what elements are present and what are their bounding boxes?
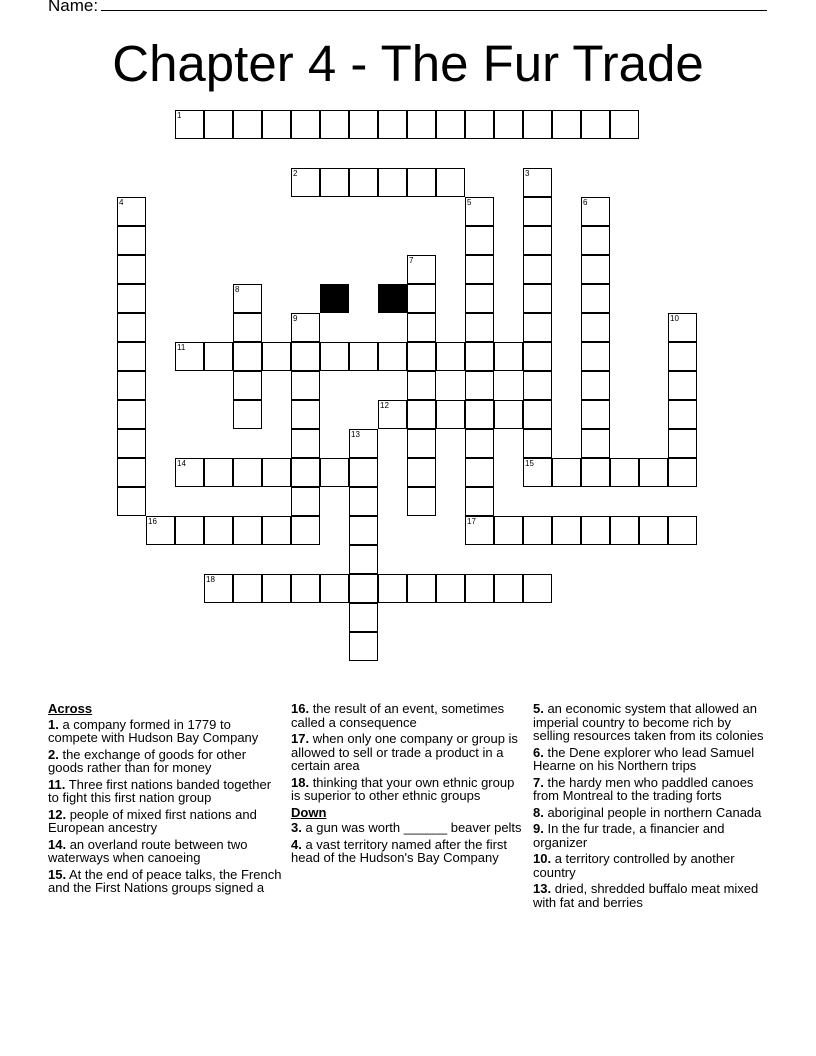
grid-cell[interactable] bbox=[523, 168, 552, 197]
grid-cell[interactable] bbox=[581, 458, 610, 487]
clue-item-number: 9. bbox=[533, 821, 544, 836]
grid-cell[interactable] bbox=[407, 110, 436, 139]
grid-cell[interactable] bbox=[523, 110, 552, 139]
clue-item-number: 2. bbox=[48, 746, 59, 762]
grid-cell[interactable] bbox=[436, 110, 465, 139]
clue-number: 5 bbox=[467, 198, 472, 207]
grid-cell[interactable] bbox=[204, 516, 233, 545]
grid-cell[interactable] bbox=[523, 284, 552, 313]
grid-cell[interactable] bbox=[349, 168, 378, 197]
grid-cell[interactable] bbox=[262, 574, 291, 603]
grid-cell[interactable] bbox=[407, 487, 436, 516]
grid-cell[interactable] bbox=[320, 110, 349, 139]
clue-item-text: a territory controlled by another country bbox=[533, 851, 735, 880]
grid-cell[interactable] bbox=[436, 400, 465, 429]
grid-cell[interactable] bbox=[523, 429, 552, 458]
clue-item-number: 12. bbox=[48, 806, 67, 822]
grid-cell[interactable] bbox=[233, 516, 262, 545]
clue-item-text: a company formed in 1779 to compete with Hudson Bay Company bbox=[48, 716, 259, 745]
clue-item bbox=[533, 776, 769, 803]
grid-cell[interactable] bbox=[407, 458, 436, 487]
clue-item-number: 1. bbox=[48, 716, 59, 732]
grid-cell[interactable] bbox=[320, 168, 349, 197]
clue-column-1 bbox=[48, 702, 284, 898]
clue-item-text: a gun was worth ______ beaver pelts bbox=[301, 820, 522, 835]
grid-cell[interactable] bbox=[146, 516, 175, 545]
clue-item-text: an overland route between two waterways when canoeing bbox=[48, 836, 248, 865]
grid-cell[interactable] bbox=[175, 516, 204, 545]
clue-item-text: dried, shredded buffalo meat mixed with fat and berries bbox=[533, 881, 759, 910]
grid-cell[interactable] bbox=[291, 313, 320, 342]
clue-item-number: 13. bbox=[533, 881, 552, 896]
grid-cell[interactable] bbox=[117, 342, 146, 371]
grid-cell[interactable] bbox=[581, 371, 610, 400]
clue-number: 13 bbox=[351, 430, 360, 439]
grid-cell[interactable] bbox=[349, 574, 378, 603]
grid-cell[interactable] bbox=[465, 313, 494, 342]
grid-cell[interactable] bbox=[523, 255, 552, 284]
clue-item-number: 5. bbox=[533, 701, 544, 716]
clue-item-text: the hardy men who paddled canoes from Montreal to the trading forts bbox=[533, 774, 754, 803]
grid-cell[interactable] bbox=[465, 342, 494, 371]
grid-cell[interactable] bbox=[349, 110, 378, 139]
grid-cell[interactable] bbox=[436, 168, 465, 197]
clue-item bbox=[48, 838, 284, 865]
grid-cell[interactable] bbox=[668, 342, 697, 371]
clue-item bbox=[48, 868, 284, 895]
clue-item bbox=[291, 732, 527, 773]
grid-cell[interactable] bbox=[175, 110, 204, 139]
grid-cell[interactable] bbox=[523, 226, 552, 255]
grid-cell[interactable] bbox=[465, 284, 494, 313]
grid-cell[interactable] bbox=[581, 197, 610, 226]
grid-cell[interactable] bbox=[233, 342, 262, 371]
grid-cell[interactable] bbox=[117, 400, 146, 429]
grid-cell[interactable] bbox=[349, 603, 378, 632]
clue-number: 6 bbox=[583, 198, 588, 207]
grid-cell[interactable] bbox=[378, 400, 407, 429]
grid-cell[interactable] bbox=[494, 400, 523, 429]
grid-cell[interactable] bbox=[552, 458, 581, 487]
grid-cell[interactable] bbox=[233, 371, 262, 400]
clue-item-number: 18. bbox=[291, 774, 310, 790]
grid-cell[interactable] bbox=[233, 458, 262, 487]
clue-item bbox=[533, 806, 769, 820]
grid-cell[interactable] bbox=[494, 342, 523, 371]
clue-item bbox=[48, 748, 284, 775]
clue-item bbox=[291, 702, 527, 729]
clue-item bbox=[533, 882, 769, 909]
grid-cell[interactable] bbox=[465, 458, 494, 487]
grid-cell[interactable] bbox=[668, 371, 697, 400]
clue-number: 2 bbox=[293, 169, 298, 178]
page-title: Chapter 4 - The Fur Trade bbox=[112, 35, 704, 92]
grid-cell[interactable] bbox=[610, 516, 639, 545]
grid-cell[interactable] bbox=[204, 458, 233, 487]
clue-number: 4 bbox=[119, 198, 124, 207]
grid-cell[interactable] bbox=[291, 342, 320, 371]
grid-cell[interactable] bbox=[262, 110, 291, 139]
clue-number: 17 bbox=[467, 517, 476, 526]
grid-cell[interactable] bbox=[320, 574, 349, 603]
blocked-cell bbox=[320, 284, 349, 313]
grid-cell[interactable] bbox=[175, 342, 204, 371]
grid-cell[interactable] bbox=[204, 342, 233, 371]
clue-item-number: 17. bbox=[291, 731, 310, 746]
grid-cell[interactable] bbox=[668, 516, 697, 545]
clue-number: 1 bbox=[177, 111, 182, 120]
clue-item bbox=[48, 718, 284, 745]
clue-number: 8 bbox=[235, 285, 240, 294]
grid-cell[interactable] bbox=[407, 255, 436, 284]
clue-number: 10 bbox=[670, 314, 679, 323]
grid-cell[interactable] bbox=[117, 197, 146, 226]
grid-cell[interactable] bbox=[465, 110, 494, 139]
grid-cell[interactable] bbox=[233, 110, 262, 139]
grid-cell[interactable] bbox=[407, 313, 436, 342]
grid-cell[interactable] bbox=[117, 255, 146, 284]
grid-cell[interactable] bbox=[407, 429, 436, 458]
clue-item bbox=[48, 778, 284, 805]
grid-cell[interactable] bbox=[581, 313, 610, 342]
clue-number: 15 bbox=[525, 459, 534, 468]
grid-cell[interactable] bbox=[494, 110, 523, 139]
clue-item-number: 4. bbox=[291, 836, 302, 852]
clue-number: 3 bbox=[525, 169, 530, 178]
grid-cell[interactable] bbox=[407, 168, 436, 197]
grid-cell[interactable] bbox=[610, 458, 639, 487]
clue-item-text: the Dene explorer who lead Samuel Hearne on his Northern trips bbox=[533, 744, 755, 773]
grid-cell[interactable] bbox=[494, 574, 523, 603]
grid-cell[interactable] bbox=[291, 516, 320, 545]
grid-cell[interactable] bbox=[407, 284, 436, 313]
down-heading: Down bbox=[291, 804, 327, 820]
grid-cell[interactable] bbox=[581, 255, 610, 284]
grid-cell[interactable] bbox=[523, 516, 552, 545]
clue-number: 18 bbox=[206, 575, 215, 584]
grid-cell[interactable] bbox=[291, 429, 320, 458]
grid-cell[interactable] bbox=[610, 110, 639, 139]
grid-cell[interactable] bbox=[117, 429, 146, 458]
grid-cell[interactable] bbox=[581, 342, 610, 371]
clue-item-text: thinking that your own ethnic group is superior to other ethnic groups bbox=[291, 774, 515, 803]
grid-cell[interactable] bbox=[465, 197, 494, 226]
grid-cell[interactable] bbox=[349, 545, 378, 574]
grid-cell[interactable] bbox=[581, 110, 610, 139]
grid-cell[interactable] bbox=[291, 400, 320, 429]
grid-cell[interactable] bbox=[117, 487, 146, 516]
grid-cell[interactable] bbox=[378, 168, 407, 197]
clue-item-text: an economic system that allowed an imperial country to become rich by selling resources taken from its colonies bbox=[533, 701, 764, 743]
clue-item-text: In the fur trade, a financier and organizer bbox=[533, 821, 725, 850]
clue-item-text: the result of an event, sometimes called a consequence bbox=[291, 701, 505, 730]
clue-item bbox=[533, 822, 769, 849]
grid-cell[interactable] bbox=[349, 487, 378, 516]
clue-item bbox=[291, 838, 527, 865]
grid-cell[interactable] bbox=[117, 458, 146, 487]
clue-item bbox=[533, 702, 769, 743]
grid-cell[interactable] bbox=[436, 574, 465, 603]
grid-cell[interactable] bbox=[581, 284, 610, 313]
grid-cell[interactable] bbox=[349, 342, 378, 371]
grid-cell[interactable] bbox=[407, 400, 436, 429]
grid-cell[interactable] bbox=[117, 313, 146, 342]
clue-number: 16 bbox=[148, 517, 157, 526]
grid-cell[interactable] bbox=[465, 516, 494, 545]
clue-number: 11 bbox=[177, 343, 186, 352]
grid-cell[interactable] bbox=[291, 458, 320, 487]
grid-cell[interactable] bbox=[349, 516, 378, 545]
blocked-cell bbox=[378, 284, 407, 313]
grid-cell[interactable] bbox=[320, 458, 349, 487]
grid-cell[interactable] bbox=[291, 487, 320, 516]
grid-cell[interactable] bbox=[552, 110, 581, 139]
grid-cell[interactable] bbox=[581, 226, 610, 255]
grid-cell[interactable] bbox=[465, 255, 494, 284]
clue-column-3 bbox=[533, 702, 769, 912]
grid-cell[interactable] bbox=[523, 342, 552, 371]
clue-number: 12 bbox=[380, 401, 389, 410]
grid-cell[interactable] bbox=[523, 400, 552, 429]
clue-item-text: At the end of peace talks, the French and the First Nations groups signed a bbox=[48, 866, 282, 895]
grid-cell[interactable] bbox=[523, 574, 552, 603]
clue-item-text: the exchange of goods for other goods rather than for money bbox=[48, 746, 247, 775]
grid-cell[interactable] bbox=[349, 632, 378, 661]
grid-cell[interactable] bbox=[523, 458, 552, 487]
clue-number: 7 bbox=[409, 256, 414, 265]
clue-item-number: 8. bbox=[533, 804, 544, 820]
grid-cell[interactable] bbox=[668, 400, 697, 429]
clue-item-number: 7. bbox=[533, 774, 544, 790]
grid-cell[interactable] bbox=[523, 313, 552, 342]
grid-cell[interactable] bbox=[581, 429, 610, 458]
grid-cell[interactable] bbox=[552, 516, 581, 545]
clue-item bbox=[533, 852, 769, 879]
grid-cell[interactable] bbox=[291, 168, 320, 197]
clue-item bbox=[291, 821, 527, 835]
clue-number: 14 bbox=[177, 459, 186, 468]
grid-cell[interactable] bbox=[407, 342, 436, 371]
clue-item-number: 16. bbox=[291, 701, 310, 716]
grid-cell[interactable] bbox=[117, 284, 146, 313]
grid-cell[interactable] bbox=[465, 400, 494, 429]
clue-item bbox=[533, 746, 769, 773]
grid-cell[interactable] bbox=[291, 110, 320, 139]
grid-cell[interactable] bbox=[639, 516, 668, 545]
grid-cell[interactable] bbox=[523, 371, 552, 400]
grid-cell[interactable] bbox=[668, 313, 697, 342]
clue-item-text: a vast territory named after the first head of the Hudson's Bay Company bbox=[291, 836, 508, 865]
grid-cell[interactable] bbox=[291, 371, 320, 400]
clue-item-number: 11. bbox=[48, 776, 66, 792]
clue-item-number: 10. bbox=[533, 851, 552, 866]
grid-cell[interactable] bbox=[233, 574, 262, 603]
grid-cell[interactable] bbox=[320, 342, 349, 371]
clue-item-number: 15. bbox=[48, 866, 67, 882]
grid-cell[interactable] bbox=[465, 429, 494, 458]
clue-item-number: 3. bbox=[291, 820, 302, 835]
grid-cell[interactable] bbox=[581, 516, 610, 545]
grid-cell[interactable] bbox=[233, 313, 262, 342]
grid-cell[interactable] bbox=[204, 110, 233, 139]
grid-cell[interactable] bbox=[291, 574, 320, 603]
clue-number: 9 bbox=[293, 314, 298, 323]
clue-item-text: aboriginal people in northern Canada bbox=[543, 804, 762, 820]
grid-cell[interactable] bbox=[465, 226, 494, 255]
grid-cell[interactable] bbox=[204, 574, 233, 603]
name-label: Name: bbox=[48, 0, 99, 15]
clue-item-text: Three first nations banded together to fight this first nation group bbox=[48, 776, 272, 805]
grid-cell[interactable] bbox=[233, 400, 262, 429]
grid-cell[interactable] bbox=[349, 458, 378, 487]
grid-cell[interactable] bbox=[117, 226, 146, 255]
grid-cell[interactable] bbox=[407, 574, 436, 603]
clue-item-number: 6. bbox=[533, 744, 544, 760]
grid-cell[interactable] bbox=[378, 342, 407, 371]
grid-cell[interactable] bbox=[668, 429, 697, 458]
grid-cell[interactable] bbox=[639, 458, 668, 487]
grid-cell[interactable] bbox=[262, 516, 291, 545]
grid-cell[interactable] bbox=[175, 458, 204, 487]
clue-item-text: people of mixed first nations and European ancestry bbox=[48, 806, 257, 835]
clue-column-2 bbox=[291, 702, 527, 868]
grid-cell[interactable] bbox=[523, 197, 552, 226]
grid-cell[interactable] bbox=[117, 371, 146, 400]
grid-cell[interactable] bbox=[436, 342, 465, 371]
grid-cell[interactable] bbox=[465, 487, 494, 516]
grid-cell[interactable] bbox=[581, 400, 610, 429]
clue-item-number: 14. bbox=[48, 836, 67, 852]
grid-cell[interactable] bbox=[262, 342, 291, 371]
grid-cell[interactable] bbox=[407, 371, 436, 400]
clue-item-text: when only one company or group is allowed to sell or trade a product in a certain area bbox=[291, 731, 518, 773]
grid-cell[interactable] bbox=[262, 458, 291, 487]
across-heading: Across bbox=[48, 701, 93, 716]
grid-cell[interactable] bbox=[349, 429, 378, 458]
grid-cell[interactable] bbox=[378, 110, 407, 139]
grid-cell[interactable] bbox=[465, 574, 494, 603]
grid-cell[interactable] bbox=[378, 574, 407, 603]
grid-cell[interactable] bbox=[233, 284, 262, 313]
clue-item bbox=[291, 776, 527, 803]
grid-cell[interactable] bbox=[465, 371, 494, 400]
grid-cell[interactable] bbox=[494, 516, 523, 545]
clue-item bbox=[48, 808, 284, 835]
grid-cell[interactable] bbox=[668, 458, 697, 487]
